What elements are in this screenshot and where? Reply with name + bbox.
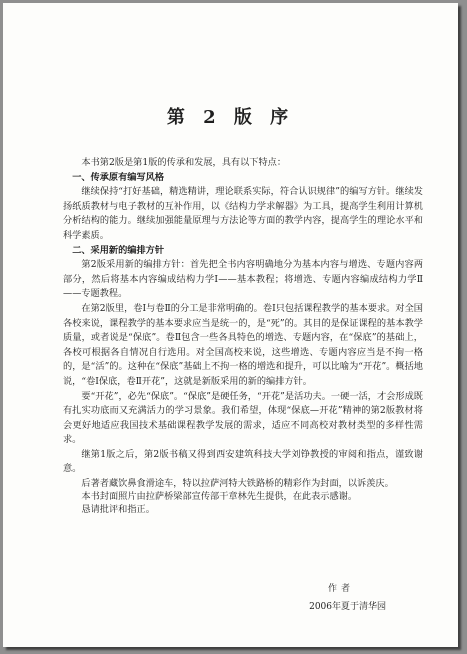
signature-block (266, 581, 386, 612)
body-paragraph: 后著者藏饮鼻食滑途车，特以拉萨河特大铁路桥的精彩作为封面，以诉羡庆。 (81, 478, 394, 490)
section-heading-2: 二、采用新的编排方针 (72, 244, 165, 256)
body-paragraph: 本书封面照片由拉萨桥梁部宣传部干章林先生提供，在此表示感谢。 (81, 491, 358, 503)
signature-date: 2006年夏于清华园 (309, 602, 386, 612)
body-paragraph: 继第1版之后，第2版书稿又得到西安建筑科技大学刘铮教授的审阅和指点，谨致谢意。 (63, 448, 423, 475)
closing-paragraph: 恳请批评和指正。 (81, 504, 155, 516)
document-page (3, 3, 458, 647)
body-paragraph: 要“开花”，必先“保底”。“保底”是硬任务，“开花”是活功夫。一硬一活，才会形成既有扎实功底而又充满活力的学习景象。我们希望，体现“保底—开花”精神的第2版教材将会更好地适应我国技术基础课程教学发展的需求，适应不同高校对教材类型的多样性需求。 (63, 390, 423, 446)
preface-body (63, 156, 423, 516)
body-paragraph: 第2版采用新的编排方针：首先把全书内容明确地分为基本内容与增选、专题内容两部分，然后将基本内容编成结构力学Ⅰ——基本教程；将增选、专题内容编成结构力学Ⅱ——专题教程。 (63, 259, 423, 300)
body-paragraph: 在第2版里，卷Ⅰ与卷Ⅱ的分工是非常明确的。卷Ⅰ只包括课程教学的基本要求。对全国各校来说，课程教学的基本要求应当是统一的，是“死”的。其目的是保证课程的基本教学质量，或者说是“保底”。卷Ⅱ包含一些各具特色的增选、专题内容，在“保底”的基础上，各校可根据各自情况自行选用。对全国高校来说，这些增选、专题内容应当是不拘一格的，是“活”的。这种在“保底”基础上不拘一格的增选和提升，可以比喻为“开花”。概括地说，“卷Ⅰ保底，卷Ⅱ开花”，这就是新版采用的新的编排方针。 (63, 302, 423, 387)
signature-author: 作者 (327, 584, 354, 594)
body-paragraph: 继续保持“打好基础，精选精讲，理论联系实际，符合认识规律”的编写方针。继续发扬纸质教材与电子教材的互补作用，以《结构力学求解器》为工具，提高学生利用计算机分析结构的能力。继续加强能量原理与方法论等方面的教学内容，提高学生的理论水平和科学素质。 (63, 186, 423, 241)
section-heading-1: 一、传承原有编写风格 (72, 171, 165, 183)
intro-paragraph: 本书第2版是第1版的传承和发展，具有以下特点： (81, 157, 287, 168)
page-title: 第 2 版 序 (166, 107, 295, 128)
